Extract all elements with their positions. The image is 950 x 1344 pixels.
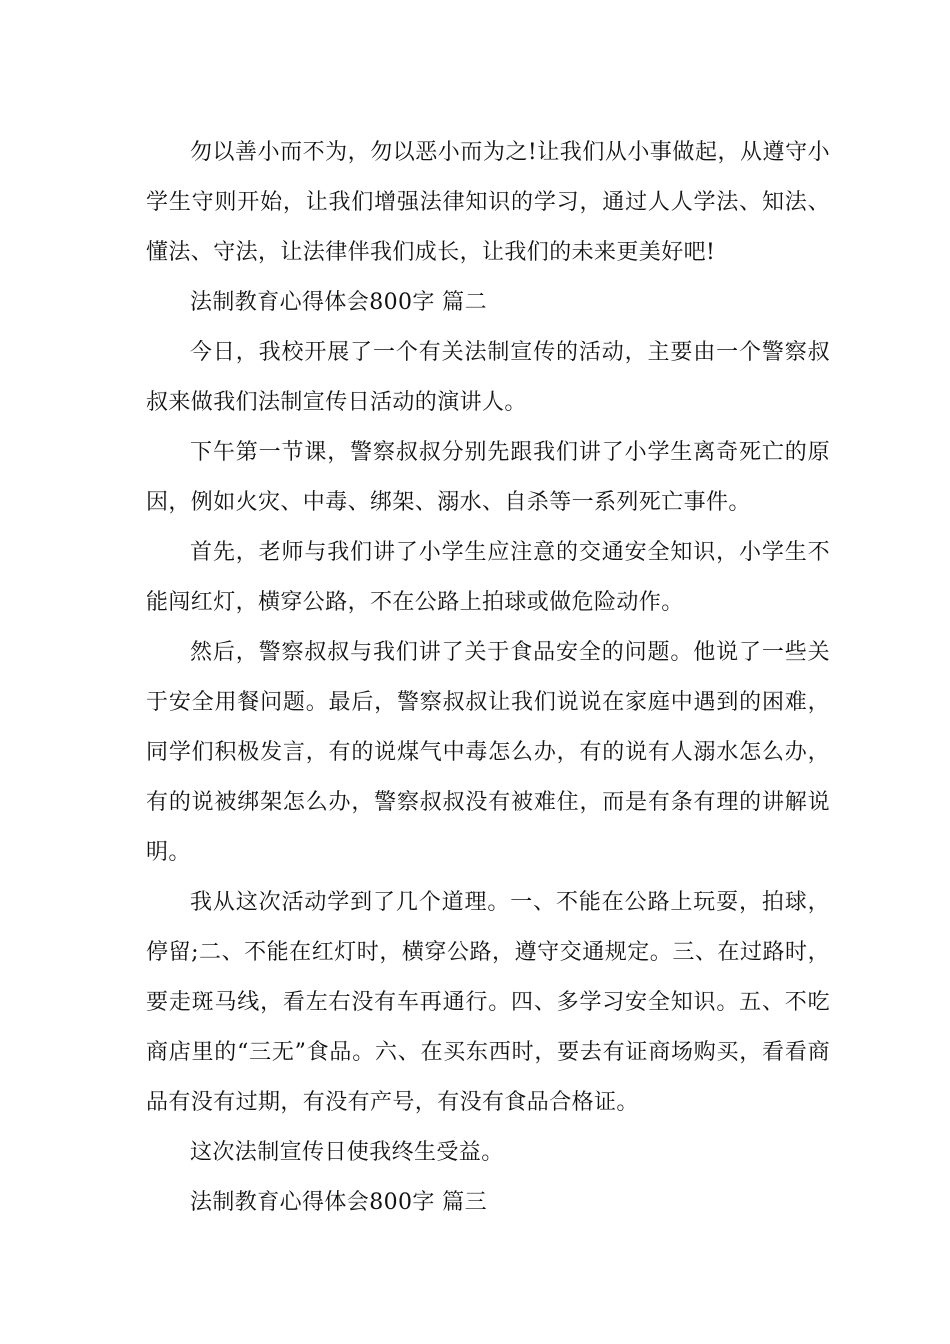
paragraph: 这次法制宣传日使我终生受益。 (190, 1140, 504, 1165)
paragraph: 今日，我校开展了一个有关法制宣传的活动，主要由一个警察叔叔来做我们法制宣传日活动的演讲人。 (146, 340, 830, 415)
document-body (146, 128, 830, 1228)
paragraph: 首先，老师与我们讲了小学生应注意的交通安全知识，小学生不能闯红灯，横穿公路，不在公路上拍球或做危险动作。 (146, 540, 830, 615)
paragraph: 下午第一节课，警察叔叔分别先跟我们讲了小学生离奇死亡的原因，例如火灾、中毒、绑架、溺水、自杀等一系列死亡事件。 (146, 440, 830, 515)
paragraph: 然后，警察叔叔与我们讲了关于食品安全的问题。他说了一些关于安全用餐问题。最后，警察叔叔让我们说说在家庭中遇到的困难，同学们积极发言，有的说煤气中毒怎么办，有的说有人溺水怎么办，有的说被绑架怎么办，警察叔叔没有被难住，而是有条有理的讲解说明。 (146, 640, 830, 865)
paragraph: 勿以善小而不为，勿以恶小而为之!让我们从小事做起，从遵守小学生守则开始，让我们增强法律知识的学习，通过人人学法、知法、懂法、守法，让法律伴我们成长，让我们的未来更美好吧! (146, 140, 830, 265)
section-heading: 法制教育心得体会800字 篇三 (190, 1190, 487, 1215)
paragraph: 我从这次活动学到了几个道理。一、不能在公路上玩耍，拍球，停留;二、不能在红灯时，横穿公路，遵守交通规定。三、在过路时，要走斑马线，看左右没有车再通行。四、多学习安全知识。五、不吃商店里的“三无”食品。六、在买东西时，要去有证商场购买，看看商品有没有过期，有没有产号，有没有食品合格证。 (146, 890, 830, 1115)
section-heading: 法制教育心得体会800字 篇二 (190, 290, 487, 315)
